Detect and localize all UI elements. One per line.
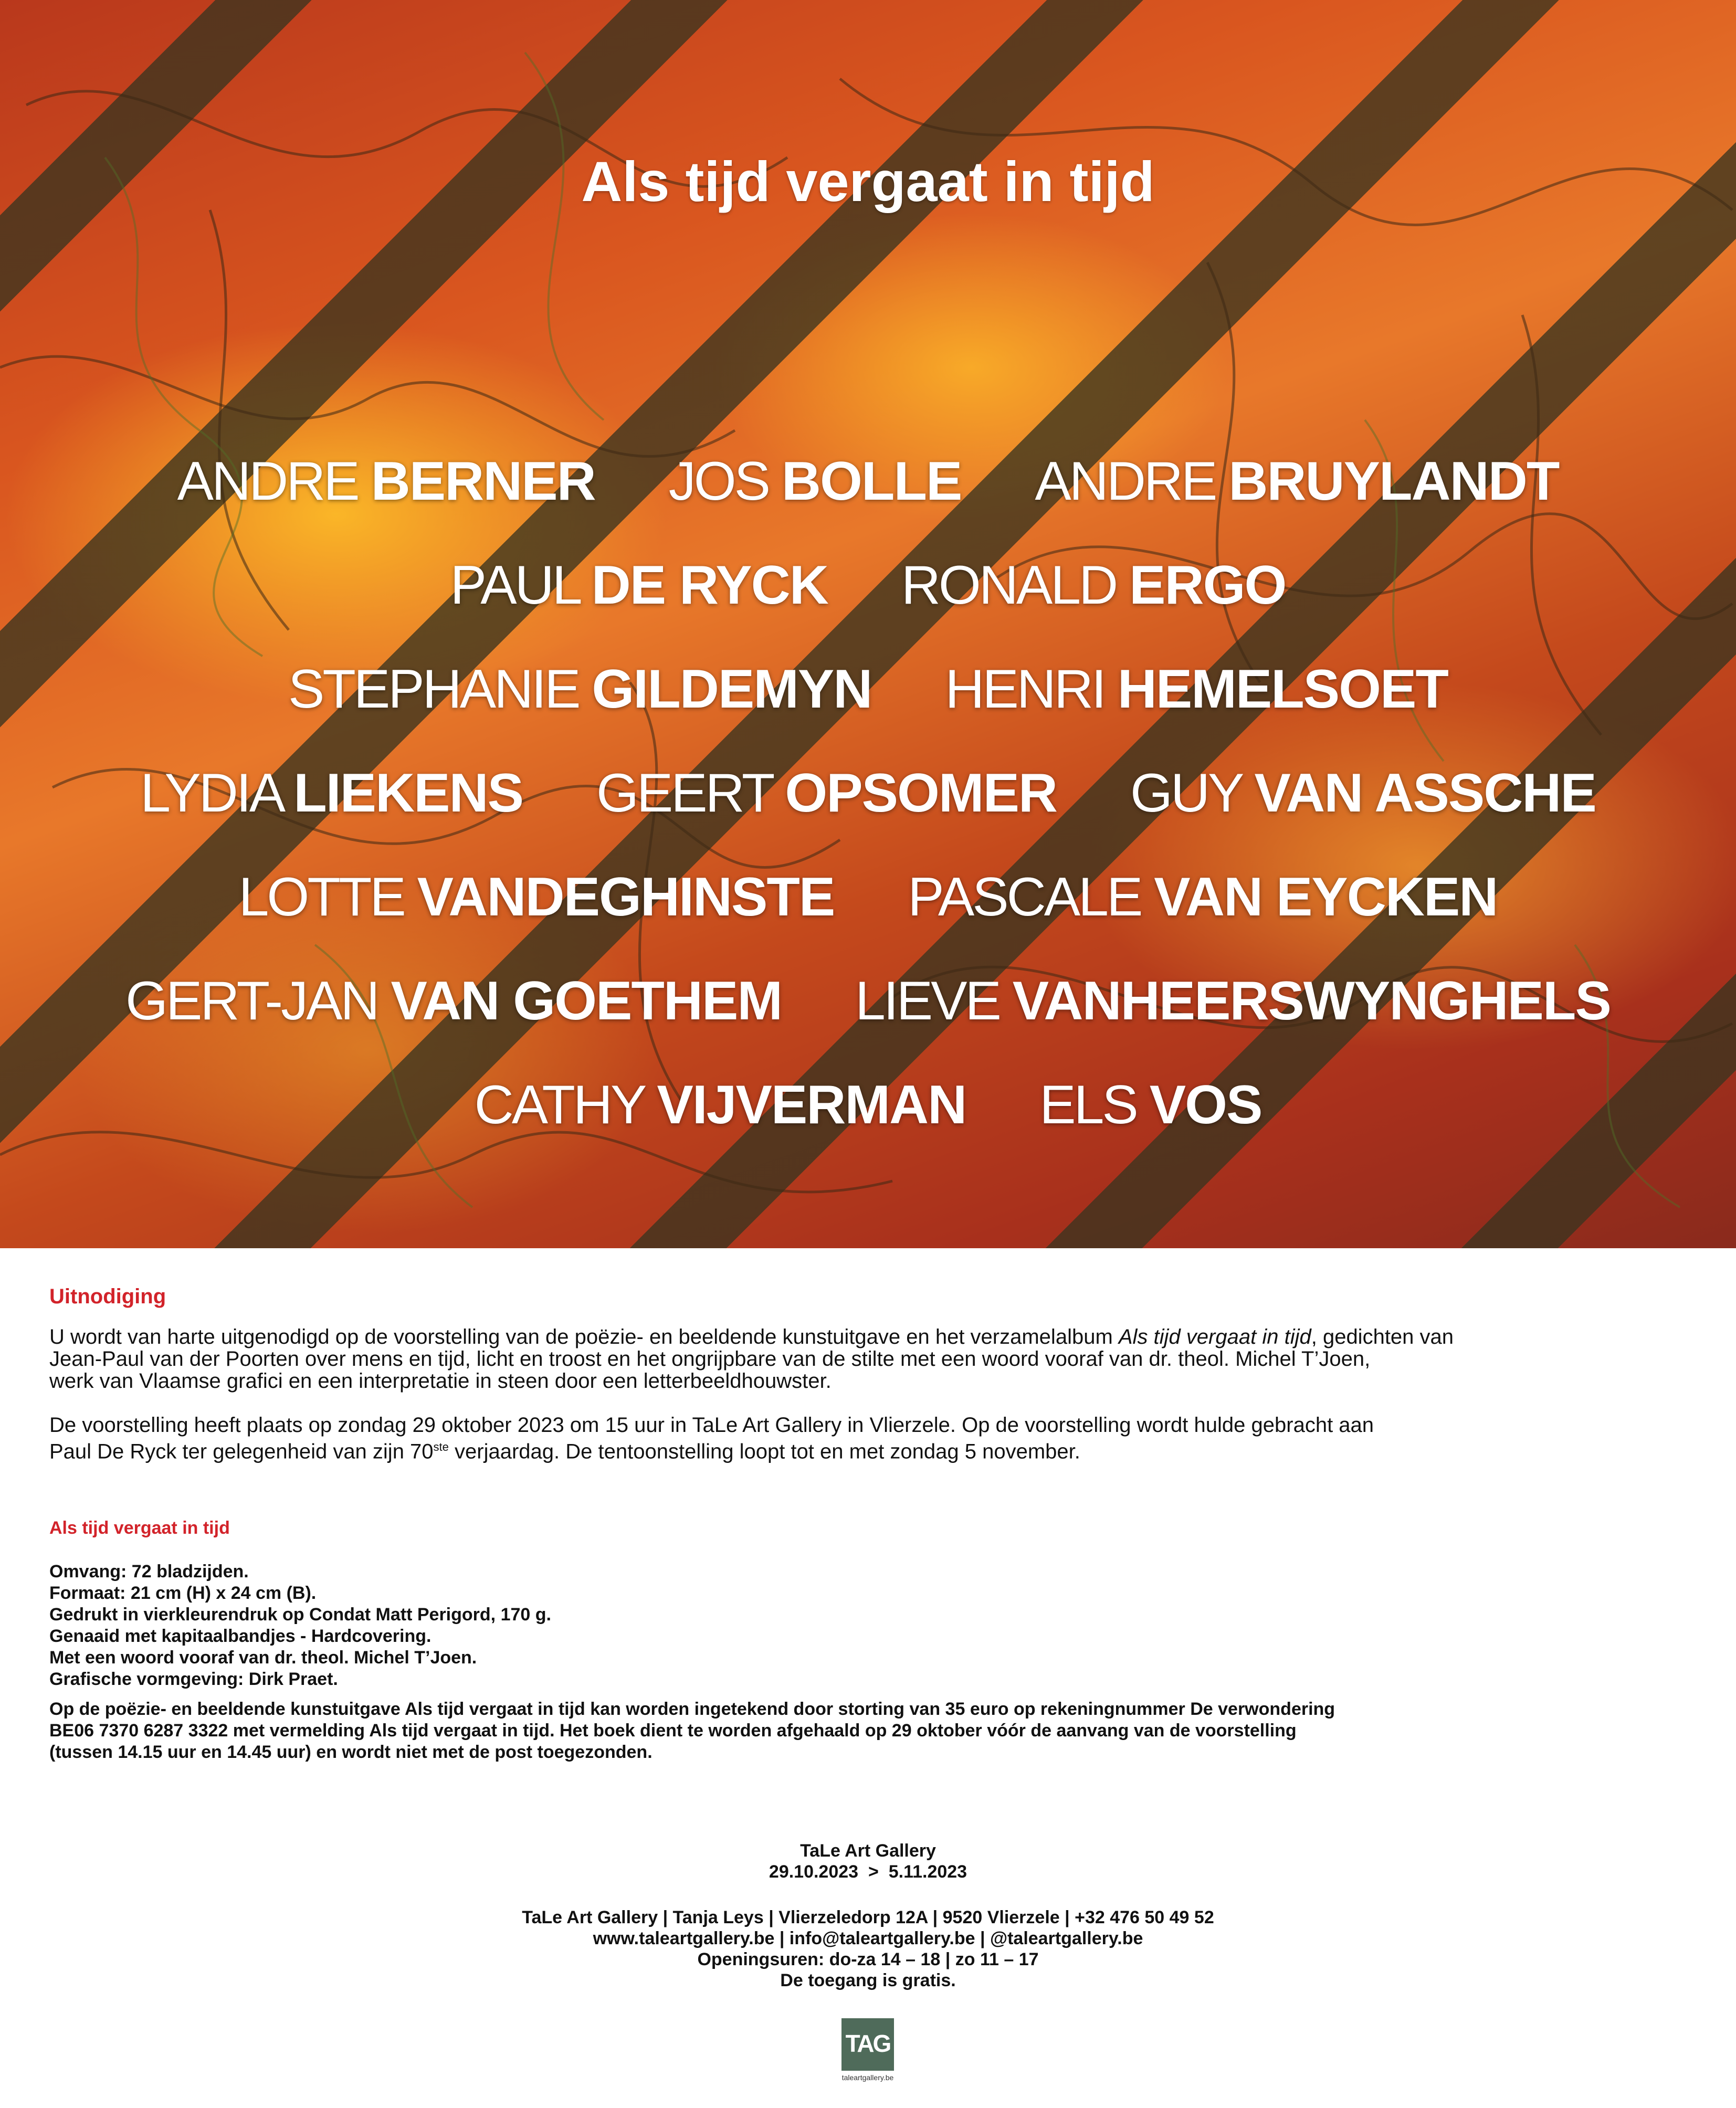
admission-note: De toegang is gratis. [780,1970,956,1990]
venue-dates: 29.10.2023 > 5.11.2023 [769,1862,967,1882]
artist-row [0,1053,1736,1157]
artist-row [0,533,1736,637]
artist-row [0,637,1736,741]
logo-caption: taleartgallery.be [841,2073,894,2082]
artist-name: JOS BOLLE [668,450,962,512]
artist-name: ELS VOS [1039,1074,1262,1135]
book-order-info: Op de poëzie- en beeldende kunstuitgave Als tijd vergaat in tijd kan worden ingetekend door storting van 35 euro op rekeningnummer De verwondering BE06 7370 6287 3322 met vermelding Als tijd vergaat in tijd. Het boek dient te worden afgehaald op 29 oktober vóór de aanvang van de voorstelling (tussen 14.15 uur en 14.45 uur) en wordt niet met de post toegezonden. [49,1699,1335,1763]
artist-name: LIEVE VANHEERSWYNGHELS [855,970,1611,1031]
artist-name: STEPHANIE GILDEMYN [288,658,872,720]
artist-row [0,949,1736,1053]
artist-name: LYDIA LIEKENS [140,762,523,824]
book-specs: Omvang: 72 bladzijden. Formaat: 21 cm (H) x 24 cm (B). Gedrukt in vierkleurendruk op Condat Matt Perigord, 170 g. Genaaid met kapitaalbandjes - Hardcovering. Met een woord vooraf van dr. theol. Michel T’Joen. Grafische vormgeving: Dirk Praet. [49,1562,551,1690]
artist-name: LOTTE VANDEGHINSTE [238,866,835,927]
artist-name: ANDRE BRUYLANDT [1035,450,1559,512]
content-section [49,1281,1687,1763]
contact-web[interactable]: www.taleartgallery.be | info@taleartgallery.be | @taleartgallery.be [593,1928,1143,1948]
artist-row [0,845,1736,949]
invitation-paragraph-1: U wordt van harte uitgenodigd op de voorstelling van de poëzie- en beeldende kunstuitgave en het verzamelalbum Als tijd vergaat in tijd, gedichten van Jean-Paul van der Poorten over mens en tijd, licht en troost en het ongrijpbare van de stilte met een woord vooraf van dr. theol. Michel T’Joen, werk van Vlaamse grafici en een interpretatie in steen door een letterbeeldhouwster. [49,1325,1454,1393]
invitation-paragraph-2: De voorstelling heeft plaats op zondag 29 oktober 2023 om 15 uur in TaLe Art Gallery in Vlierzele. Op de voorstelling wordt hulde gebracht aan Paul De Ryck ter gelegenheid van zijn 70ste verjaardag. De tentoonstelling loopt tot en met zondag 5 november. [49,1414,1374,1463]
artist-name: GERT-JAN VAN GOETHEM [125,970,782,1031]
artist-name: HENRI HEMELSOET [945,658,1448,720]
tag-logo: TAG [841,2018,894,2071]
invitation-heading: Uitnodiging [49,1285,166,1308]
venue-name: TaLe Art Gallery [800,1841,936,1861]
artist-name: PAUL DE RYCK [450,554,828,616]
contact-block [0,1907,1736,1991]
artist-name: PASCALE VAN EYCKEN [908,866,1498,927]
artist-list [0,429,1736,1157]
artist-name: GUY VAN ASSCHE [1130,762,1596,824]
artist-name: ANDRE BERNER [177,450,595,512]
artist-name: GEERT OPSOMER [596,762,1057,824]
opening-hours: Openingsuren: do-za 14 – 18 | zo 11 – 17 [697,1949,1039,1969]
artist-name: RONALD ERGO [901,554,1286,616]
book-heading: Als tijd vergaat in tijd [49,1518,230,1538]
contact-address: TaLe Art Gallery | Tanja Leys | Vlierzeledorp 12A | 9520 Vlierzele | +32 476 50 49 52 [522,1907,1214,1927]
venue-block [0,1840,1736,1882]
hero-title: Als tijd vergaat in tijd [581,150,1155,213]
artist-row [0,429,1736,533]
artist-name: CATHY VIJVERMAN [474,1074,966,1135]
artist-row [0,741,1736,845]
